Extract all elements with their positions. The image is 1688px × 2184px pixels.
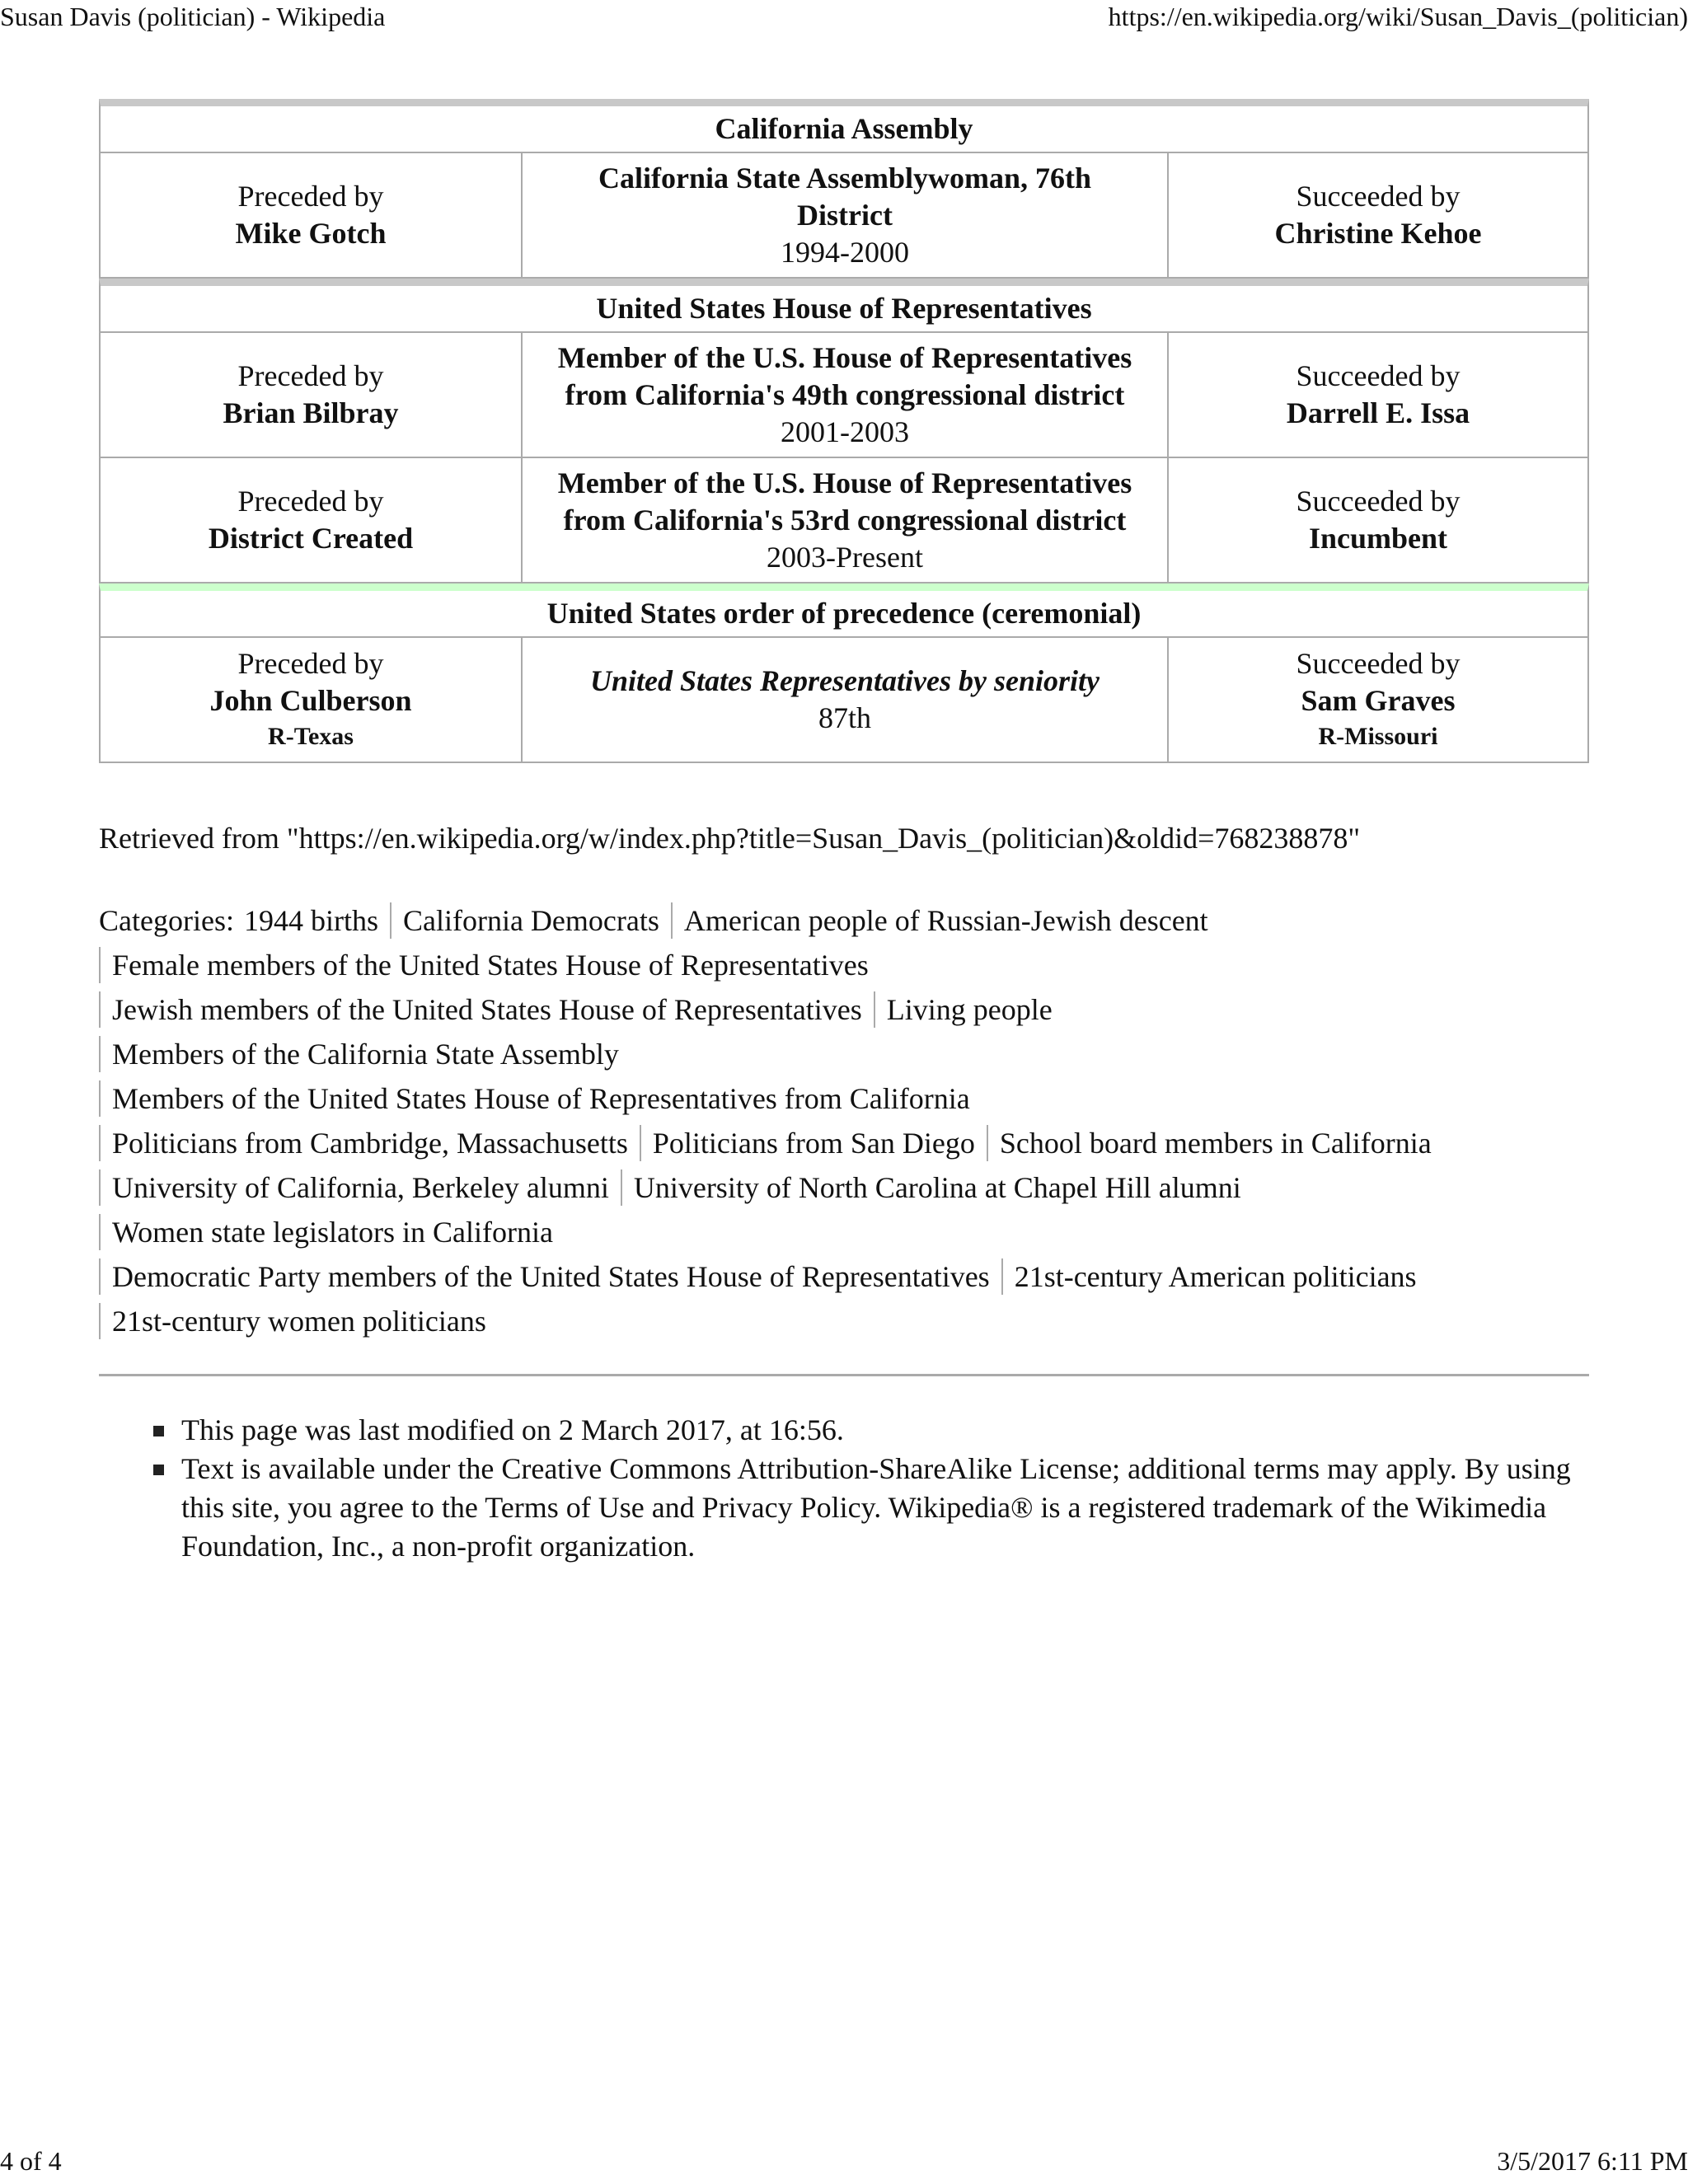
category-link[interactable]: University of California, Berkeley alumni [112,1171,609,1204]
predecessor-party: R-Texas [268,723,354,750]
preceded-label: Preceded by [237,485,384,518]
category-link[interactable]: Members of the California State Assembly [112,1038,619,1071]
office-years: 1994-2000 [781,235,909,269]
section-title-california-assembly: California Assembly [99,99,1589,153]
office-cell [523,333,1169,457]
office-link-line2[interactable]: from California's 49th congressional district [565,377,1125,411]
category-link[interactable]: 21st-century American politicians [1014,1260,1417,1293]
successor-link[interactable]: Sam Graves [1301,684,1456,717]
succeeded-label: Succeeded by [1296,485,1461,518]
successor-party: R-Missouri [1318,723,1438,750]
footer-divider [99,1374,1589,1376]
office-years: 2001-2003 [781,415,909,448]
predecessor-link[interactable]: Brian Bilbray [223,396,399,429]
category-link[interactable]: Female members of the United States House of Representatives [112,949,869,982]
succession-row [99,333,1589,458]
predecessor-link[interactable]: Mike Gotch [235,217,387,250]
print-header-url: https://en.wikipedia.org/wiki/Susan_Davis_(politician) [1108,2,1688,31]
section-title-order-of-precedence: United States order of precedence (ceremonial) [99,583,1589,638]
preceded-cell [101,153,523,277]
succeeded-cell [1169,638,1587,762]
succession-row [99,458,1589,583]
category-link[interactable]: Democratic Party members of the United States House of Representatives [112,1260,990,1293]
succeeded-label: Succeeded by [1296,359,1461,392]
office-link[interactable]: United States Representatives by seniority [590,664,1100,697]
category-link[interactable]: Women state legislators in California [112,1216,553,1249]
category-link[interactable]: Members of the United States House of Representatives from California [112,1082,970,1115]
succeeded-cell [1169,458,1587,582]
category-link[interactable]: Jewish members of the United States House of Representatives [112,993,862,1026]
office-cell [523,638,1169,762]
print-footer-datetime: 3/5/2017 6:11 PM [1497,2146,1688,2176]
category-link[interactable]: School board members in California [999,1127,1432,1160]
office-cell [523,153,1169,277]
page-footer-info [148,1411,1582,1566]
office-link-line2[interactable]: from California's 53rd congressional district [563,503,1127,537]
category-link[interactable]: 21st-century women politicians [112,1305,486,1338]
preceded-cell [101,333,523,457]
successor-link[interactable]: Christine Kehoe [1274,217,1482,250]
retrieved-from: Retrieved from "https://en.wikipedia.org/w/index.php?title=Susan_Davis_(politician)&oldid=768238878" [99,822,1361,855]
section-title-us-house: United States House of Representatives [99,279,1589,333]
preceded-label: Preceded by [237,359,384,392]
office-years: 2003-Present [767,540,923,574]
succession-box [99,99,1589,763]
category-link[interactable]: American people of Russian-Jewish descent [683,904,1208,937]
succession-row [99,638,1589,763]
succession-row [99,153,1589,279]
category-link[interactable]: Politicians from Cambridge, Massachusetts [112,1127,628,1160]
preceded-cell [101,638,523,762]
successor-link[interactable]: Incumbent [1308,522,1448,555]
preceded-label: Preceded by [237,647,384,680]
predecessor-link[interactable]: John Culberson [209,684,412,717]
category-link[interactable]: Politicians from San Diego [652,1127,975,1160]
category-link[interactable]: 1944 births [243,904,378,937]
office-link[interactable]: California State Assemblywoman, 76th District [598,161,1091,232]
preceded-label: Preceded by [237,180,384,213]
categories [99,898,1599,1343]
office-link-line1[interactable]: Member of the U.S. House of Representatives [557,340,1132,374]
succeeded-cell [1169,153,1587,277]
license-text: Text is available under the Creative Commons Attribution-ShareAlike License; additional terms may apply. By using this site, you agree to the Terms of Use and Privacy Policy. Wikipedia® is a registered trademark of the Wikimedia Foundation, Inc., a non-profit organization. [148,1450,1582,1566]
categories-label: Categories: [99,904,234,937]
seniority-rank: 87th [818,701,871,734]
succeeded-label: Succeeded by [1296,647,1461,680]
category-link[interactable]: University of North Carolina at Chapel Hill alumni [633,1171,1241,1204]
predecessor-link[interactable]: District Created [208,522,414,555]
successor-link[interactable]: Darrell E. Issa [1286,396,1470,429]
preceded-cell [101,458,523,582]
last-modified: This page was last modified on 2 March 2017, at 16:56. [148,1411,1582,1450]
print-header-title: Susan Davis (politician) - Wikipedia [0,2,386,31]
category-link[interactable]: California Democrats [402,904,659,937]
category-link[interactable]: Living people [886,993,1053,1026]
office-cell [523,458,1169,582]
succeeded-label: Succeeded by [1296,180,1461,213]
print-footer-page: 4 of 4 [0,2146,62,2176]
succeeded-cell [1169,333,1587,457]
office-link-line1[interactable]: Member of the U.S. House of Representatives [557,466,1132,499]
